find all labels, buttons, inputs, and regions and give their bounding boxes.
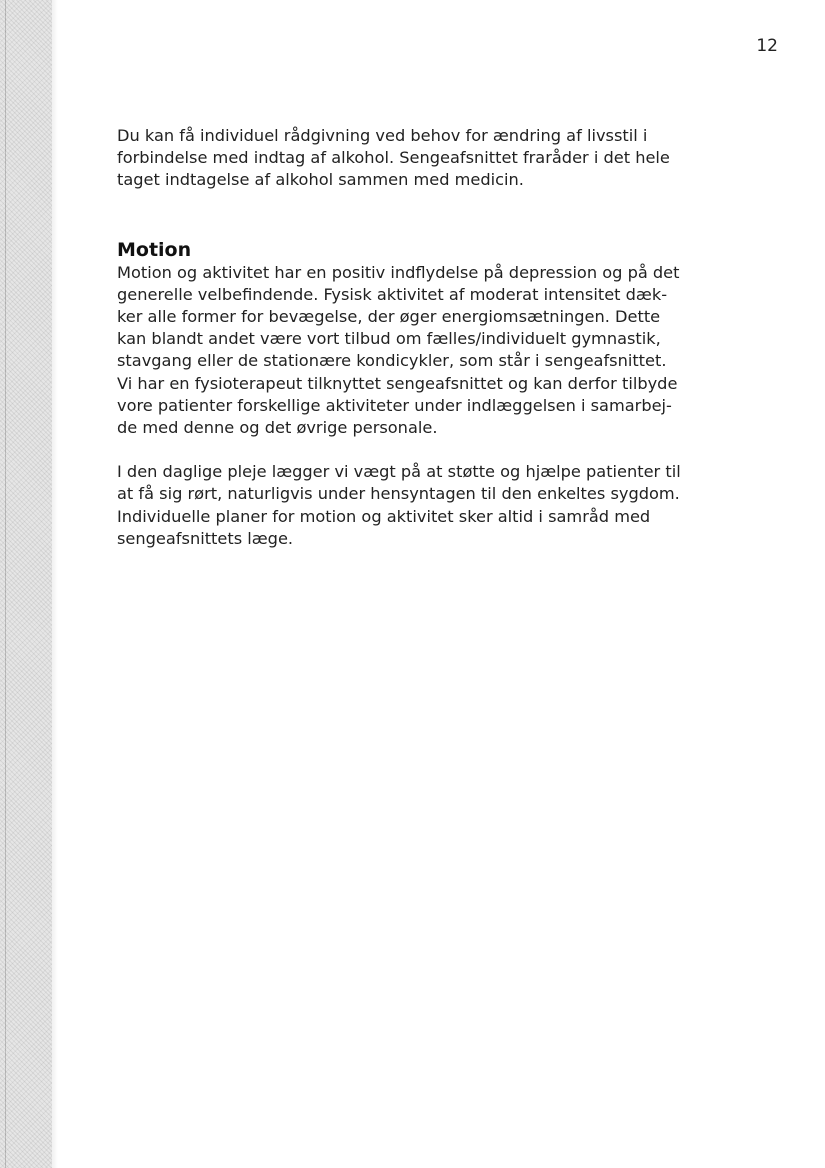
text-line: kan blandt andet være vort tilbud om fælles/individuelt gymnastik,: [117, 329, 661, 349]
scan-edge-line: [5, 0, 6, 1168]
text-line: vore patienter forskellige aktiviteter under indlæggelsen i samarbej-: [117, 395, 672, 415]
text-line: taget indtagelse af alkohol sammen med medicin.: [117, 170, 524, 190]
text-line: Vi har en fysioterapeut tilknyttet sengeafsnittet og kan derfor tilbyde: [117, 373, 678, 393]
text-line: stavgang eller de stationære kondicykler, som står i sengeafsnittet.: [117, 351, 667, 371]
motion-paragraph-2: [117, 461, 757, 550]
text-line: forbindelse med indtag af alkohol. Sengeafsnittet fraråder i det hele: [117, 148, 670, 168]
text-line: de med denne og det øvrige personale.: [117, 418, 438, 438]
text-line: I den daglige pleje lægger vi vægt på at støtte og hjælpe patienter til: [117, 462, 681, 482]
text-line: Du kan få individuel rådgivning ved behov for ændring af livsstil i: [117, 126, 648, 145]
section-heading-motion: Motion: [117, 238, 192, 261]
page-content: [117, 125, 757, 550]
text-line: Motion og aktivitet har en positiv indflydelse på depression og på det: [117, 262, 680, 282]
intro-paragraph: [117, 125, 757, 192]
text-line: Individuelle planer for motion og aktivitet sker altid i samråd med: [117, 506, 651, 526]
page-number: 12: [756, 36, 778, 56]
text-line: generelle velbefindende. Fysisk aktivitet af moderat intensitet dæk-: [117, 284, 668, 304]
text-line: sengeafsnittets læge.: [117, 528, 294, 548]
motion-paragraph-1: [117, 262, 757, 440]
text-line: ker alle former for bevægelse, der øger energiomsætningen. Dette: [117, 307, 661, 327]
scan-edge: [0, 0, 52, 1168]
text-line: at få sig rørt, naturligvis under hensyntagen til den enkeltes sygdom.: [117, 484, 680, 504]
